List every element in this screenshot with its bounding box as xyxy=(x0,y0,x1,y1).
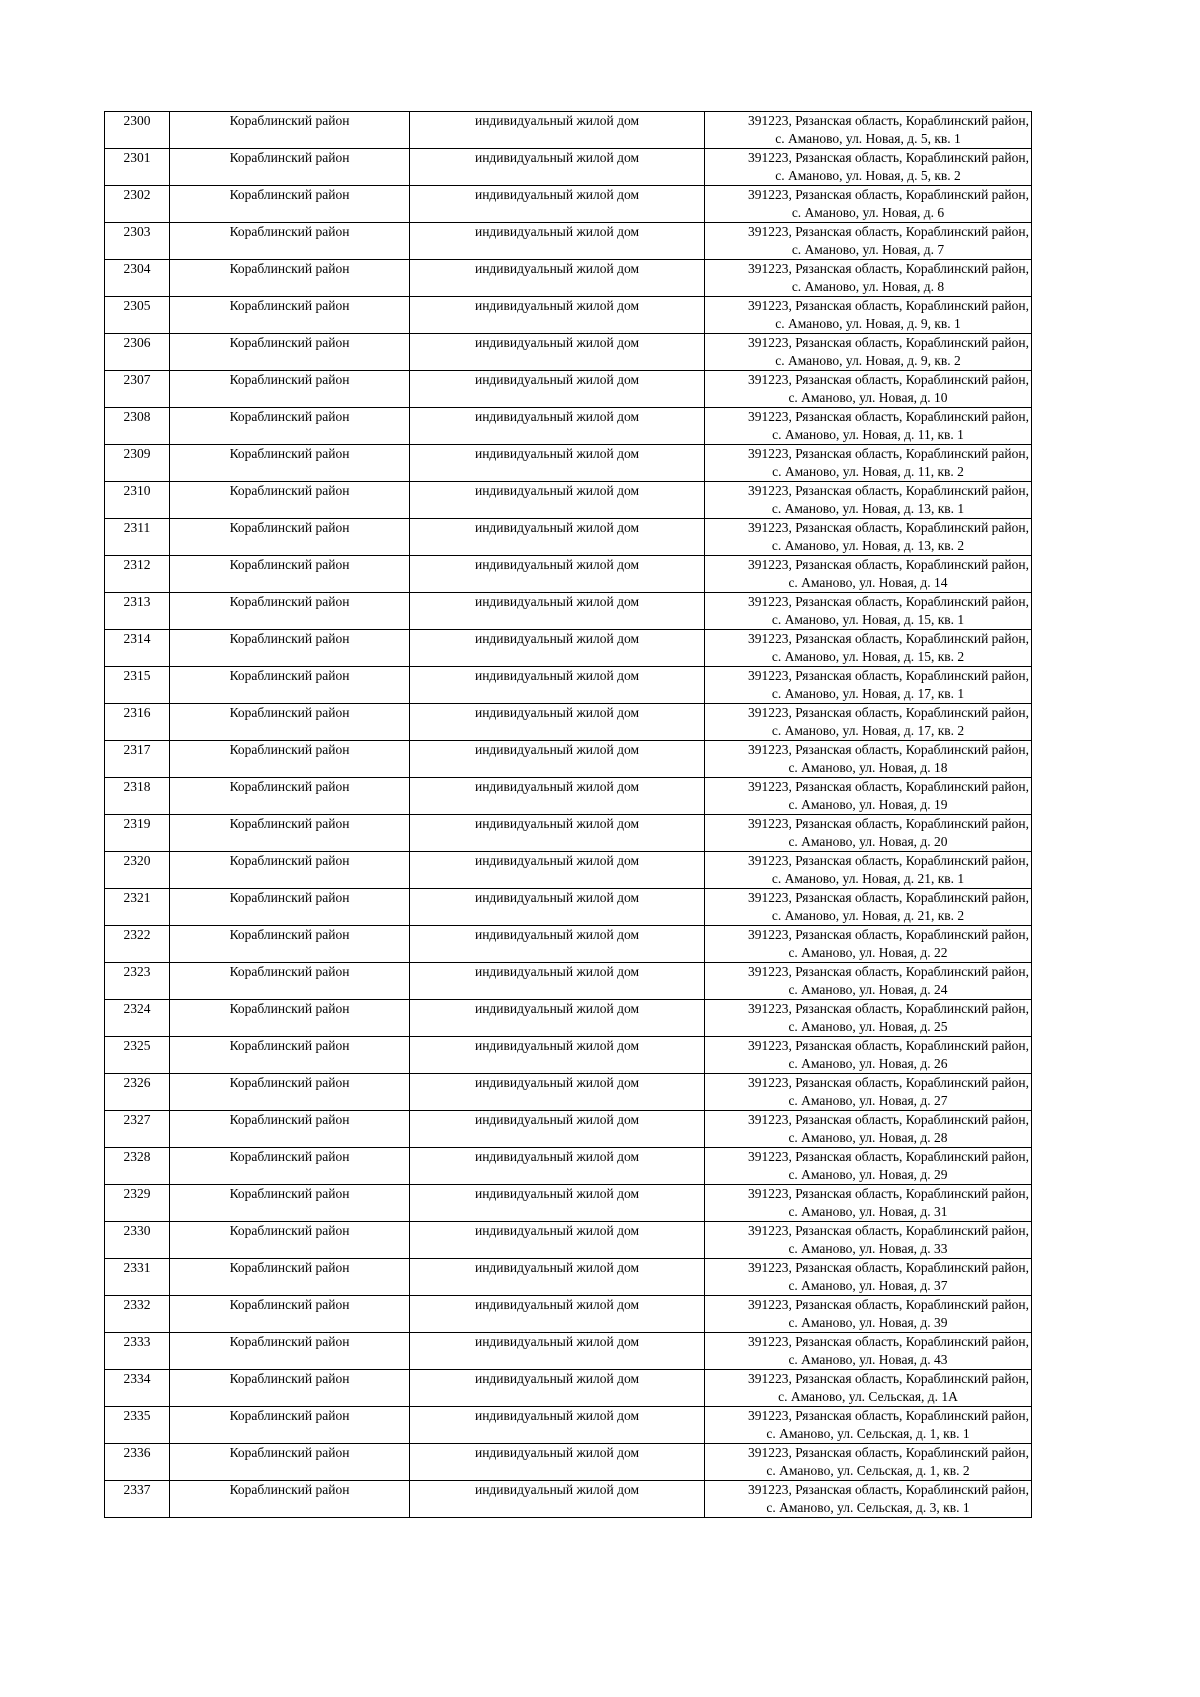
address-line-1: 391223, Рязанская область, Кораблинский район, xyxy=(748,1112,1029,1127)
address-line-1: 391223, Рязанская область, Кораблинский район, xyxy=(748,890,1029,905)
district-cell: Кораблинский район xyxy=(170,667,410,704)
district-cell: Кораблинский район xyxy=(170,1037,410,1074)
building-type-cell: индивидуальный жилой дом xyxy=(410,1000,705,1037)
address-line-1: 391223, Рязанская область, Кораблинский район, xyxy=(748,853,1029,868)
table-row xyxy=(105,1222,1032,1259)
row-number-cell: 2328 xyxy=(105,1148,170,1185)
address-line-2: с. Аманово, ул. Новая, д. 5, кв. 2 xyxy=(775,168,961,183)
address-cell xyxy=(705,704,1032,741)
table-row xyxy=(105,297,1032,334)
address-cell xyxy=(705,1370,1032,1407)
address-cell xyxy=(705,963,1032,1000)
address-cell xyxy=(705,149,1032,186)
building-type-cell: индивидуальный жилой дом xyxy=(410,334,705,371)
address-line-2: с. Аманово, ул. Новая, д. 5, кв. 1 xyxy=(775,131,961,146)
row-number-cell: 2332 xyxy=(105,1296,170,1333)
address-cell xyxy=(705,1481,1032,1518)
district-cell: Кораблинский район xyxy=(170,1111,410,1148)
address-cell xyxy=(705,482,1032,519)
table-row xyxy=(105,186,1032,223)
building-type-cell: индивидуальный жилой дом xyxy=(410,1333,705,1370)
building-type-cell: индивидуальный жилой дом xyxy=(410,371,705,408)
building-type-cell: индивидуальный жилой дом xyxy=(410,815,705,852)
table-row xyxy=(105,1111,1032,1148)
address-cell xyxy=(705,519,1032,556)
table-row xyxy=(105,815,1032,852)
building-type-cell: индивидуальный жилой дом xyxy=(410,926,705,963)
row-number-cell: 2330 xyxy=(105,1222,170,1259)
address-line-1: 391223, Рязанская область, Кораблинский район, xyxy=(748,1186,1029,1201)
district-cell: Кораблинский район xyxy=(170,223,410,260)
address-line-2: с. Аманово, ул. Новая, д. 10 xyxy=(788,390,948,405)
table-row xyxy=(105,149,1032,186)
row-number-cell: 2312 xyxy=(105,556,170,593)
address-cell xyxy=(705,260,1032,297)
building-type-cell: индивидуальный жилой дом xyxy=(410,889,705,926)
address-cell xyxy=(705,630,1032,667)
address-line-1: 391223, Рязанская область, Кораблинский район, xyxy=(748,446,1029,461)
address-line-2: с. Аманово, ул. Новая, д. 17, кв. 2 xyxy=(771,723,965,738)
building-type-cell: индивидуальный жилой дом xyxy=(410,1148,705,1185)
row-number-cell: 2320 xyxy=(105,852,170,889)
district-cell: Кораблинский район xyxy=(170,371,410,408)
district-cell: Кораблинский район xyxy=(170,1333,410,1370)
building-type-cell: индивидуальный жилой дом xyxy=(410,1074,705,1111)
building-type-cell: индивидуальный жилой дом xyxy=(410,1407,705,1444)
district-cell: Кораблинский район xyxy=(170,1185,410,1222)
address-line-2: с. Аманово, ул. Новая, д. 18 xyxy=(788,760,948,775)
address-line-2: с. Аманово, ул. Новая, д. 39 xyxy=(788,1315,948,1330)
district-cell: Кораблинский район xyxy=(170,482,410,519)
address-line-2: с. Аманово, ул. Новая, д. 24 xyxy=(788,982,948,997)
address-line-2: с. Аманово, ул. Новая, д. 14 xyxy=(788,575,948,590)
district-cell: Кораблинский район xyxy=(170,815,410,852)
address-line-1: 391223, Рязанская область, Кораблинский район, xyxy=(748,1075,1029,1090)
row-number-cell: 2323 xyxy=(105,963,170,1000)
address-cell xyxy=(705,1407,1032,1444)
building-type-cell: индивидуальный жилой дом xyxy=(410,1185,705,1222)
address-cell xyxy=(705,926,1032,963)
district-cell: Кораблинский район xyxy=(170,926,410,963)
row-number-cell: 2302 xyxy=(105,186,170,223)
district-cell: Кораблинский район xyxy=(170,1370,410,1407)
row-number-cell: 2329 xyxy=(105,1185,170,1222)
district-cell: Кораблинский район xyxy=(170,186,410,223)
table-row xyxy=(105,260,1032,297)
building-type-cell: индивидуальный жилой дом xyxy=(410,1111,705,1148)
building-type-cell: индивидуальный жилой дом xyxy=(410,741,705,778)
district-cell: Кораблинский район xyxy=(170,1481,410,1518)
row-number-cell: 2326 xyxy=(105,1074,170,1111)
address-cell xyxy=(705,334,1032,371)
address-line-1: 391223, Рязанская область, Кораблинский район, xyxy=(748,1297,1029,1312)
address-line-2: с. Аманово, ул. Новая, д. 26 xyxy=(788,1056,948,1071)
building-type-cell: индивидуальный жилой дом xyxy=(410,1259,705,1296)
address-line-2: с. Аманово, ул. Новая, д. 31 xyxy=(788,1204,948,1219)
row-number-cell: 2306 xyxy=(105,334,170,371)
table-row xyxy=(105,1407,1032,1444)
address-line-2: с. Аманово, ул. Новая, д. 21, кв. 1 xyxy=(771,871,965,886)
table-row xyxy=(105,741,1032,778)
building-type-cell: индивидуальный жилой дом xyxy=(410,630,705,667)
address-cell xyxy=(705,1037,1032,1074)
row-number-cell: 2331 xyxy=(105,1259,170,1296)
row-number-cell: 2309 xyxy=(105,445,170,482)
table-row xyxy=(105,1185,1032,1222)
address-cell xyxy=(705,297,1032,334)
address-line-1: 391223, Рязанская область, Кораблинский район, xyxy=(748,261,1029,276)
address-line-2: с. Аманово, ул. Новая, д. 8 xyxy=(791,279,945,294)
address-line-2: с. Аманово, ул. Новая, д. 9, кв. 1 xyxy=(775,316,961,331)
table-row xyxy=(105,1444,1032,1481)
building-type-cell: индивидуальный жилой дом xyxy=(410,1370,705,1407)
district-cell: Кораблинский район xyxy=(170,297,410,334)
address-cell xyxy=(705,1222,1032,1259)
table-row xyxy=(105,408,1032,445)
address-line-1: 391223, Рязанская область, Кораблинский район, xyxy=(748,335,1029,350)
table-row xyxy=(105,112,1032,149)
row-number-cell: 2314 xyxy=(105,630,170,667)
address-line-2: с. Аманово, ул. Новая, д. 15, кв. 2 xyxy=(771,649,965,664)
building-type-cell: индивидуальный жилой дом xyxy=(410,778,705,815)
building-type-cell: индивидуальный жилой дом xyxy=(410,112,705,149)
district-cell: Кораблинский район xyxy=(170,889,410,926)
row-number-cell: 2301 xyxy=(105,149,170,186)
table-row xyxy=(105,556,1032,593)
address-line-2: с. Аманово, ул. Сельская, д. 1А xyxy=(778,1389,958,1404)
building-type-cell: индивидуальный жилой дом xyxy=(410,667,705,704)
address-line-1: 391223, Рязанская область, Кораблинский район, xyxy=(748,1445,1029,1460)
district-cell: Кораблинский район xyxy=(170,519,410,556)
district-cell: Кораблинский район xyxy=(170,1259,410,1296)
table-row xyxy=(105,963,1032,1000)
address-cell xyxy=(705,445,1032,482)
district-cell: Кораблинский район xyxy=(170,741,410,778)
row-number-cell: 2325 xyxy=(105,1037,170,1074)
table-row xyxy=(105,1481,1032,1518)
address-line-1: 391223, Рязанская область, Кораблинский район, xyxy=(748,483,1029,498)
district-cell: Кораблинский район xyxy=(170,149,410,186)
address-cell xyxy=(705,741,1032,778)
row-number-cell: 2307 xyxy=(105,371,170,408)
address-line-2: с. Аманово, ул. Сельская, д. 1, кв. 2 xyxy=(766,1463,970,1478)
table-row xyxy=(105,1000,1032,1037)
address-line-1: 391223, Рязанская область, Кораблинский район, xyxy=(748,557,1029,572)
address-line-2: с. Аманово, ул. Новая, д. 22 xyxy=(788,945,948,960)
address-line-1: 391223, Рязанская область, Кораблинский район, xyxy=(748,964,1029,979)
address-line-1: 391223, Рязанская область, Кораблинский район, xyxy=(748,631,1029,646)
row-number-cell: 2308 xyxy=(105,408,170,445)
address-line-2: с. Аманово, ул. Новая, д. 21, кв. 2 xyxy=(771,908,965,923)
building-type-cell: индивидуальный жилой дом xyxy=(410,519,705,556)
address-line-2: с. Аманово, ул. Новая, д. 11, кв. 1 xyxy=(772,427,964,442)
table-row xyxy=(105,593,1032,630)
address-line-2: с. Аманово, ул. Новая, д. 29 xyxy=(788,1167,948,1182)
row-number-cell: 2316 xyxy=(105,704,170,741)
table-row xyxy=(105,1370,1032,1407)
building-type-cell: индивидуальный жилой дом xyxy=(410,593,705,630)
address-cell xyxy=(705,1148,1032,1185)
address-line-2: с. Аманово, ул. Новая, д. 28 xyxy=(788,1130,948,1145)
building-type-cell: индивидуальный жилой дом xyxy=(410,149,705,186)
address-line-1: 391223, Рязанская область, Кораблинский район, xyxy=(748,409,1029,424)
address-line-2: с. Аманово, ул. Новая, д. 6 xyxy=(791,205,945,220)
table-row xyxy=(105,889,1032,926)
address-line-2: с. Аманово, ул. Новая, д. 43 xyxy=(788,1352,948,1367)
address-line-1: 391223, Рязанская область, Кораблинский район, xyxy=(748,1038,1029,1053)
address-cell xyxy=(705,186,1032,223)
building-type-cell: индивидуальный жилой дом xyxy=(410,1444,705,1481)
address-cell xyxy=(705,112,1032,149)
row-number-cell: 2324 xyxy=(105,1000,170,1037)
table-row xyxy=(105,371,1032,408)
address-line-2: с. Аманово, ул. Новая, д. 33 xyxy=(788,1241,948,1256)
address-line-2: с. Аманово, ул. Новая, д. 13, кв. 2 xyxy=(771,538,965,553)
address-line-1: 391223, Рязанская область, Кораблинский район, xyxy=(748,779,1029,794)
address-line-1: 391223, Рязанская область, Кораблинский район, xyxy=(748,1260,1029,1275)
address-line-1: 391223, Рязанская область, Кораблинский район, xyxy=(748,520,1029,535)
district-cell: Кораблинский район xyxy=(170,704,410,741)
building-type-cell: индивидуальный жилой дом xyxy=(410,1481,705,1518)
address-line-1: 391223, Рязанская область, Кораблинский район, xyxy=(748,113,1029,128)
address-line-2: с. Аманово, ул. Новая, д. 17, кв. 1 xyxy=(771,686,965,701)
address-line-1: 391223, Рязанская область, Кораблинский район, xyxy=(748,372,1029,387)
table-row xyxy=(105,1037,1032,1074)
row-number-cell: 2310 xyxy=(105,482,170,519)
address-line-1: 391223, Рязанская область, Кораблинский район, xyxy=(748,150,1029,165)
row-number-cell: 2311 xyxy=(105,519,170,556)
address-line-1: 391223, Рязанская область, Кораблинский район, xyxy=(748,1223,1029,1238)
row-number-cell: 2335 xyxy=(105,1407,170,1444)
building-type-cell: индивидуальный жилой дом xyxy=(410,223,705,260)
row-number-cell: 2305 xyxy=(105,297,170,334)
address-cell xyxy=(705,1111,1032,1148)
address-line-1: 391223, Рязанская область, Кораблинский район, xyxy=(748,927,1029,942)
building-type-cell: индивидуальный жилой дом xyxy=(410,482,705,519)
registry-table xyxy=(104,111,1032,1518)
row-number-cell: 2318 xyxy=(105,778,170,815)
row-number-cell: 2304 xyxy=(105,260,170,297)
table-row xyxy=(105,334,1032,371)
address-line-1: 391223, Рязанская область, Кораблинский район, xyxy=(748,816,1029,831)
district-cell: Кораблинский район xyxy=(170,1000,410,1037)
building-type-cell: индивидуальный жилой дом xyxy=(410,297,705,334)
row-number-cell: 2321 xyxy=(105,889,170,926)
address-line-2: с. Аманово, ул. Новая, д. 19 xyxy=(788,797,948,812)
address-line-1: 391223, Рязанская область, Кораблинский район, xyxy=(748,1149,1029,1164)
table-row xyxy=(105,704,1032,741)
table-row xyxy=(105,1259,1032,1296)
row-number-cell: 2317 xyxy=(105,741,170,778)
address-line-2: с. Аманово, ул. Новая, д. 13, кв. 1 xyxy=(771,501,965,516)
address-line-1: 391223, Рязанская область, Кораблинский район, xyxy=(748,668,1029,683)
table-row xyxy=(105,1296,1032,1333)
address-cell xyxy=(705,667,1032,704)
table-row xyxy=(105,1333,1032,1370)
district-cell: Кораблинский район xyxy=(170,1222,410,1259)
registry-table-body xyxy=(105,112,1032,1518)
building-type-cell: индивидуальный жилой дом xyxy=(410,408,705,445)
building-type-cell: индивидуальный жилой дом xyxy=(410,445,705,482)
district-cell: Кораблинский район xyxy=(170,1148,410,1185)
row-number-cell: 2300 xyxy=(105,112,170,149)
building-type-cell: индивидуальный жилой дом xyxy=(410,963,705,1000)
address-cell xyxy=(705,593,1032,630)
district-cell: Кораблинский район xyxy=(170,408,410,445)
address-line-1: 391223, Рязанская область, Кораблинский район, xyxy=(748,742,1029,757)
district-cell: Кораблинский район xyxy=(170,1074,410,1111)
address-cell xyxy=(705,408,1032,445)
district-cell: Кораблинский район xyxy=(170,963,410,1000)
table-row xyxy=(105,926,1032,963)
address-line-1: 391223, Рязанская область, Кораблинский район, xyxy=(748,1334,1029,1349)
address-line-2: с. Аманово, ул. Новая, д. 11, кв. 2 xyxy=(772,464,964,479)
address-line-1: 391223, Рязанская область, Кораблинский район, xyxy=(748,1371,1029,1386)
table-row xyxy=(105,630,1032,667)
row-number-cell: 2334 xyxy=(105,1370,170,1407)
address-cell xyxy=(705,371,1032,408)
address-line-2: с. Аманово, ул. Новая, д. 25 xyxy=(788,1019,948,1034)
row-number-cell: 2337 xyxy=(105,1481,170,1518)
address-cell xyxy=(705,1259,1032,1296)
address-line-2: с. Аманово, ул. Новая, д. 7 xyxy=(791,242,945,257)
district-cell: Кораблинский район xyxy=(170,1444,410,1481)
building-type-cell: индивидуальный жилой дом xyxy=(410,186,705,223)
address-cell xyxy=(705,556,1032,593)
row-number-cell: 2322 xyxy=(105,926,170,963)
row-number-cell: 2336 xyxy=(105,1444,170,1481)
address-cell xyxy=(705,1444,1032,1481)
table-row xyxy=(105,482,1032,519)
row-number-cell: 2319 xyxy=(105,815,170,852)
row-number-cell: 2313 xyxy=(105,593,170,630)
building-type-cell: индивидуальный жилой дом xyxy=(410,556,705,593)
district-cell: Кораблинский район xyxy=(170,445,410,482)
address-line-2: с. Аманово, ул. Новая, д. 15, кв. 1 xyxy=(771,612,965,627)
address-line-2: с. Аманово, ул. Сельская, д. 1, кв. 1 xyxy=(766,1426,970,1441)
building-type-cell: индивидуальный жилой дом xyxy=(410,1296,705,1333)
address-cell xyxy=(705,889,1032,926)
address-line-2: с. Аманово, ул. Сельская, д. 3, кв. 1 xyxy=(766,1500,970,1515)
address-line-2: с. Аманово, ул. Новая, д. 37 xyxy=(788,1278,948,1293)
address-cell xyxy=(705,1185,1032,1222)
address-line-1: 391223, Рязанская область, Кораблинский район, xyxy=(748,1001,1029,1016)
district-cell: Кораблинский район xyxy=(170,1407,410,1444)
address-cell xyxy=(705,1074,1032,1111)
address-cell xyxy=(705,778,1032,815)
address-cell xyxy=(705,1296,1032,1333)
address-line-1: 391223, Рязанская область, Кораблинский район, xyxy=(748,1482,1029,1497)
address-line-1: 391223, Рязанская область, Кораблинский район, xyxy=(748,187,1029,202)
address-line-2: с. Аманово, ул. Новая, д. 27 xyxy=(788,1093,948,1108)
table-row xyxy=(105,667,1032,704)
table-row xyxy=(105,1148,1032,1185)
district-cell: Кораблинский район xyxy=(170,260,410,297)
table-row xyxy=(105,223,1032,260)
table-row xyxy=(105,519,1032,556)
district-cell: Кораблинский район xyxy=(170,630,410,667)
table-row xyxy=(105,852,1032,889)
address-line-2: с. Аманово, ул. Новая, д. 20 xyxy=(788,834,948,849)
address-cell xyxy=(705,815,1032,852)
address-cell xyxy=(705,852,1032,889)
address-line-1: 391223, Рязанская область, Кораблинский район, xyxy=(748,705,1029,720)
district-cell: Кораблинский район xyxy=(170,778,410,815)
row-number-cell: 2303 xyxy=(105,223,170,260)
row-number-cell: 2315 xyxy=(105,667,170,704)
district-cell: Кораблинский район xyxy=(170,1296,410,1333)
address-line-1: 391223, Рязанская область, Кораблинский район, xyxy=(748,298,1029,313)
district-cell: Кораблинский район xyxy=(170,852,410,889)
district-cell: Кораблинский район xyxy=(170,593,410,630)
district-cell: Кораблинский район xyxy=(170,334,410,371)
district-cell: Кораблинский район xyxy=(170,112,410,149)
row-number-cell: 2333 xyxy=(105,1333,170,1370)
address-line-2: с. Аманово, ул. Новая, д. 9, кв. 2 xyxy=(775,353,961,368)
table-row xyxy=(105,778,1032,815)
district-cell: Кораблинский район xyxy=(170,556,410,593)
building-type-cell: индивидуальный жилой дом xyxy=(410,852,705,889)
address-cell xyxy=(705,1000,1032,1037)
building-type-cell: индивидуальный жилой дом xyxy=(410,704,705,741)
table-row xyxy=(105,445,1032,482)
table-row xyxy=(105,1074,1032,1111)
building-type-cell: индивидуальный жилой дом xyxy=(410,1037,705,1074)
address-cell xyxy=(705,223,1032,260)
address-line-1: 391223, Рязанская область, Кораблинский район, xyxy=(748,224,1029,239)
address-line-1: 391223, Рязанская область, Кораблинский район, xyxy=(748,594,1029,609)
row-number-cell: 2327 xyxy=(105,1111,170,1148)
address-cell xyxy=(705,1333,1032,1370)
building-type-cell: индивидуальный жилой дом xyxy=(410,260,705,297)
address-line-1: 391223, Рязанская область, Кораблинский район, xyxy=(748,1408,1029,1423)
building-type-cell: индивидуальный жилой дом xyxy=(410,1222,705,1259)
